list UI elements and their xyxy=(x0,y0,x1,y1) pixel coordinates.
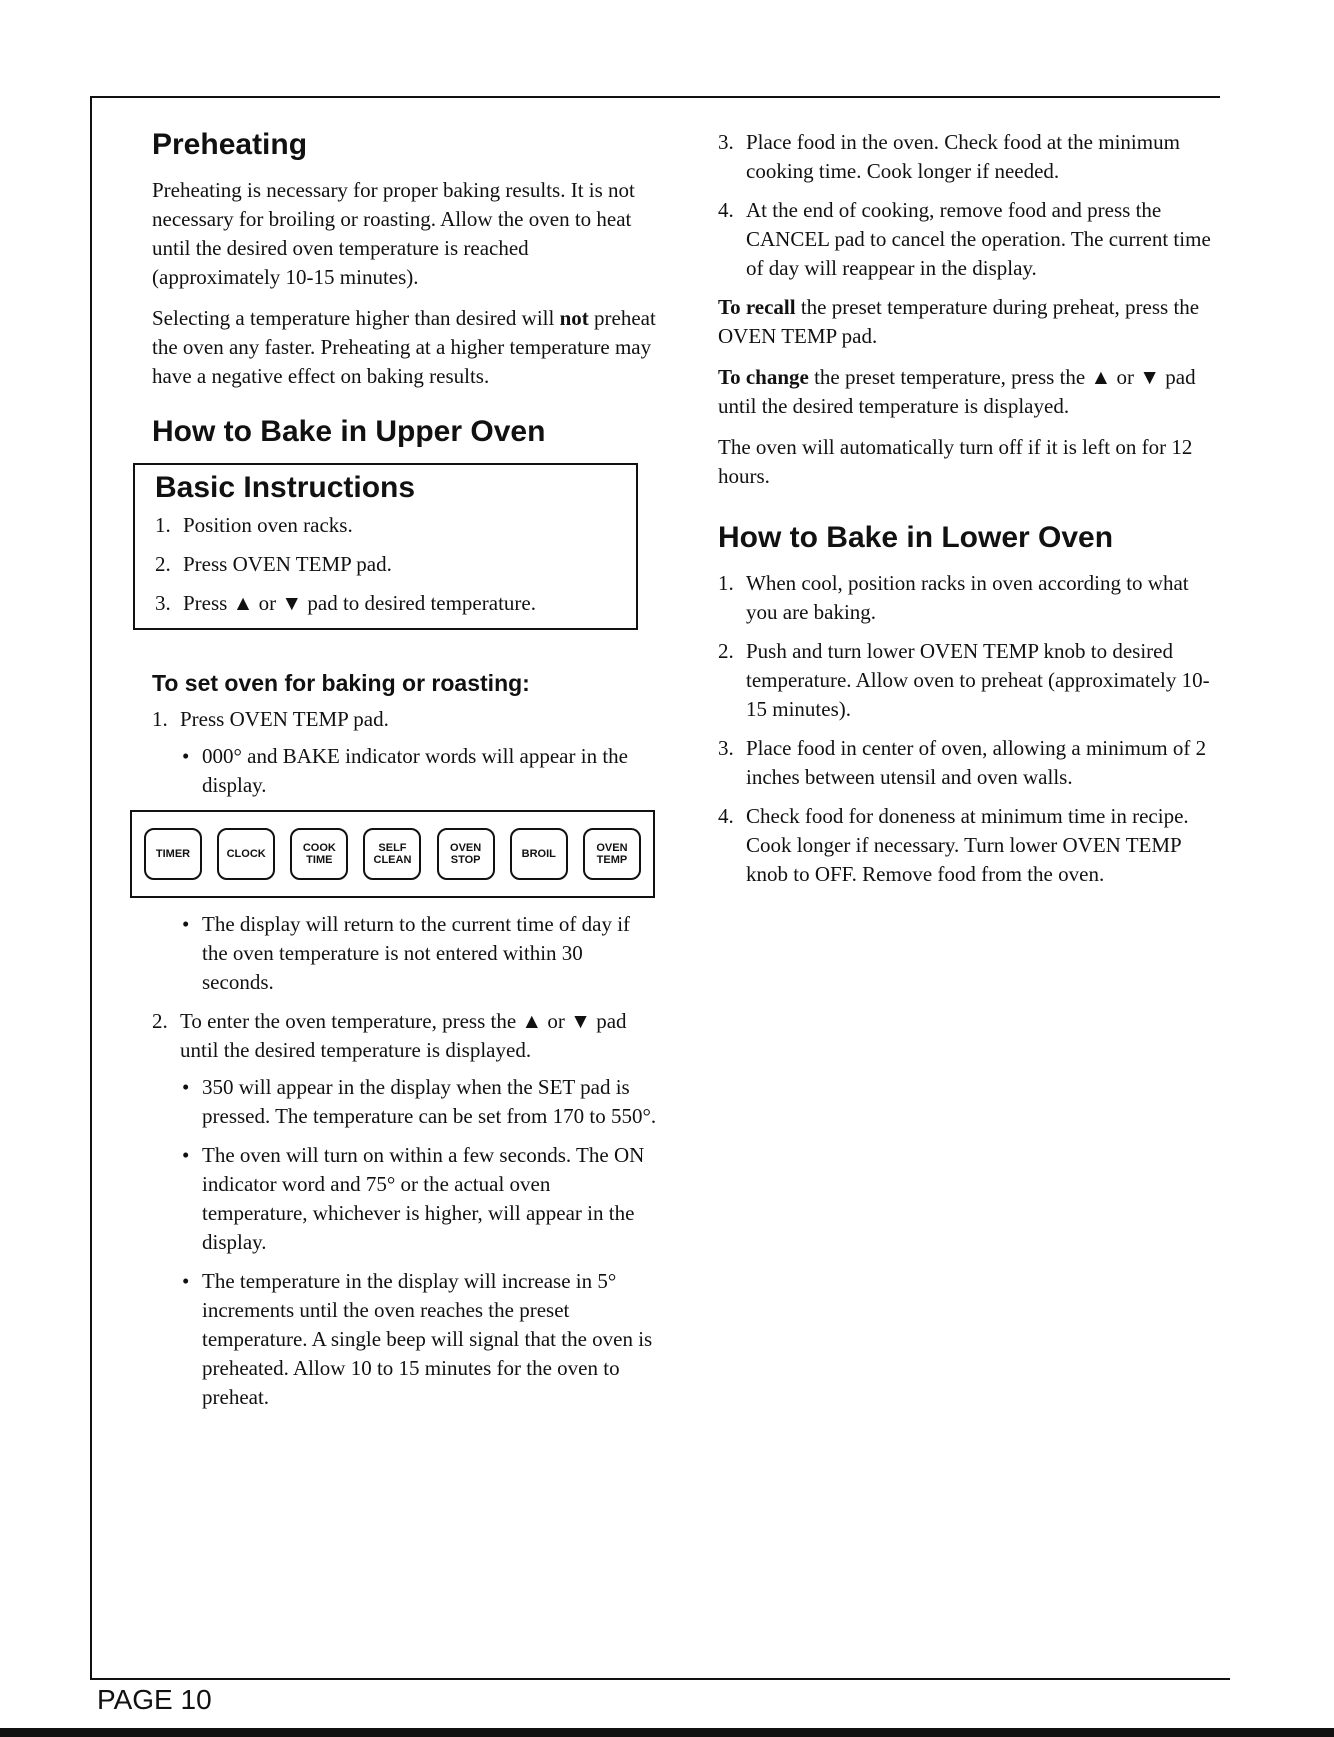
preheating-heading: Preheating xyxy=(152,128,308,161)
set-oven-heading: To set oven for baking or roasting: xyxy=(152,670,530,696)
set-step-1 xyxy=(152,705,657,734)
bullet-item: • 350 will appear in the display when the SET pad is pressed. The temperature can be set from 170 to 550°. xyxy=(180,1073,657,1131)
item-number: 4. xyxy=(718,198,734,222)
item-text: Place food in the oven. Check food at the minimum cooking time. Cook longer if needed. xyxy=(746,130,1180,183)
preheating-paragraph-2-pre: Selecting a temperature higher than desired will xyxy=(152,306,555,330)
basic-instructions-box xyxy=(133,463,638,630)
item-text: At the end of cooking, remove food and press the CANCEL pad to cancel the operation. The current time of day will reappear in the display. xyxy=(746,198,1211,280)
basic-instruction-item xyxy=(155,589,626,618)
bullet-item: • 000° and BAKE indicator words will appear in the display. xyxy=(180,742,657,800)
scan-bottom-edge xyxy=(0,1728,1334,1737)
set-step-4 xyxy=(718,196,1218,283)
item-number: 3. xyxy=(718,736,734,760)
step-1-bullets-after xyxy=(152,910,657,997)
item-number: 2. xyxy=(152,1009,168,1033)
lower-oven-item xyxy=(718,802,1218,889)
recall-paragraph xyxy=(718,293,1218,351)
item-number: 1. xyxy=(152,707,168,731)
bottom-rule xyxy=(90,1678,1230,1680)
item-text: Press ▲ or ▼ pad to desired temperature. xyxy=(183,591,536,615)
item-number: 1. xyxy=(718,571,734,595)
basic-instructions-list xyxy=(155,511,626,618)
oven-stop-key: OVEN STOP xyxy=(437,828,495,880)
lower-oven-item xyxy=(718,569,1218,627)
bullet-item: • The display will return to the current time of day if the oven temperature is not entered within 30 seconds. xyxy=(180,910,657,997)
upper-oven-heading: How to Bake in Upper Oven xyxy=(152,415,546,448)
lower-oven-heading: How to Bake in Lower Oven xyxy=(718,521,1114,554)
cook-time-key: COOK TIME xyxy=(290,828,348,880)
lower-oven-item xyxy=(718,734,1218,792)
recall-text: the preset temperature during preheat, press the OVEN TEMP pad. xyxy=(718,295,1200,348)
preheating-paragraph-2-post: preheat the oven any faster. Preheating at a higher temperature may have a negative effect on baking results. xyxy=(152,306,656,388)
change-paragraph xyxy=(718,363,1218,421)
item-text: Push and turn lower OVEN TEMP knob to desired temperature. Allow oven to preheat (approximately 10-15 minutes). xyxy=(746,639,1210,721)
preheating-paragraph-2 xyxy=(152,304,657,391)
oven-temp-key: OVEN TEMP xyxy=(583,828,641,880)
clock-key: CLOCK xyxy=(217,828,275,880)
change-bold: To change xyxy=(718,365,809,389)
item-text: When cool, position racks in oven according to what you are baking. xyxy=(746,571,1189,624)
recall-bold: To recall xyxy=(718,295,796,319)
bullet-item: • The oven will turn on within a few seconds. The ON indicator word and 75° or the actual oven temperature, whichever is higher, will appear in the display. xyxy=(180,1141,657,1257)
control-panel-keypad xyxy=(130,810,655,898)
basic-instructions-heading: Basic Instructions xyxy=(155,471,416,504)
basic-instruction-item xyxy=(155,550,626,579)
set-step-2 xyxy=(152,1007,657,1065)
item-number: 4. xyxy=(718,804,734,828)
item-number: 2. xyxy=(718,639,734,663)
item-text: Press OVEN TEMP pad. xyxy=(180,707,389,731)
change-text: the preset temperature, press the ▲ or ▼ pad until the desired temperature is displayed. xyxy=(718,365,1196,418)
step-1-bullets xyxy=(152,742,657,800)
item-text: Place food in center of oven, allowing a minimum of 2 inches between utensil and oven walls. xyxy=(746,736,1207,789)
preheating-paragraph-1: Preheating is necessary for proper baking results. It is not necessary for broiling or roasting. Allow the oven to heat until the desired oven temperature is reached (approximately 10-15 minutes). xyxy=(152,178,635,289)
item-text: Press OVEN TEMP pad. xyxy=(183,552,392,576)
item-number: 1. xyxy=(155,513,171,537)
item-text: To enter the oven temperature, press the ▲ or ▼ pad until the desired temperature is displayed. xyxy=(180,1009,627,1062)
lower-oven-item xyxy=(718,637,1218,724)
item-number: 3. xyxy=(718,130,734,154)
item-number: 2. xyxy=(155,552,171,576)
page-number: PAGE 10 xyxy=(97,1684,212,1715)
auto-off-paragraph: The oven will automatically turn off if it is left on for 12 hours. xyxy=(718,435,1193,488)
lower-oven-list xyxy=(718,569,1218,889)
timer-key: TIMER xyxy=(144,828,202,880)
set-step-3 xyxy=(718,128,1218,186)
bullet-item: • The temperature in the display will increase in 5° increments until the oven reaches the preset temperature. A single beep will signal that the oven is preheated. Allow 10 to 15 minutes for the oven to preheat. xyxy=(180,1267,657,1412)
step-2-bullets xyxy=(152,1073,657,1412)
self-clean-key: SELF CLEAN xyxy=(363,828,421,880)
top-rule xyxy=(90,96,1220,98)
item-text: Position oven racks. xyxy=(183,513,353,537)
item-text: Check food for doneness at minimum time in recipe. Cook longer if necessary. Turn lower OVEN TEMP knob to OFF. Remove food from the oven. xyxy=(746,804,1189,886)
item-number: 3. xyxy=(155,591,171,615)
preheating-paragraph-2-bold: not xyxy=(559,306,589,330)
broil-key: BROIL xyxy=(510,828,568,880)
left-column xyxy=(152,128,657,1422)
right-column xyxy=(718,128,1218,899)
left-rule xyxy=(90,96,92,1680)
basic-instruction-item xyxy=(155,511,626,540)
